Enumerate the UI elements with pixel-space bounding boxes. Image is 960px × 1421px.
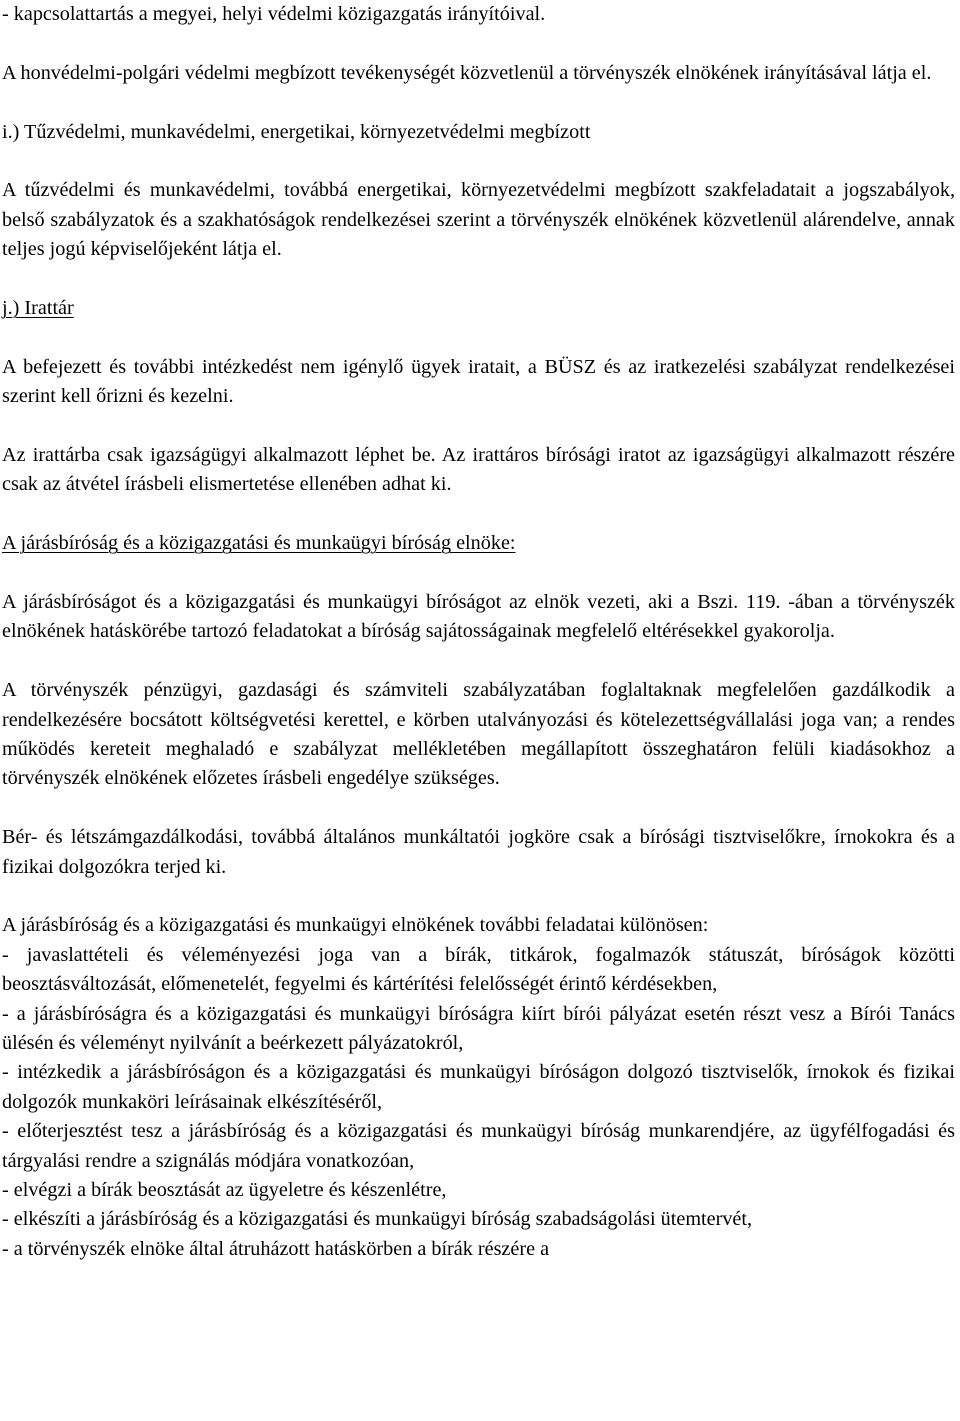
duties-list [2,941,955,1264]
list-item: - előterjesztést tesz a járásbíróság és a közigazgatási és munkaügyi bíróság munkarendjére, az ügyfélfogadási és tárgyalási rendre a szignálás módjára vonatkozóan, [2,1120,955,1172]
list-item: - a törvényszék elnöke által átruházott hatáskörben a bírák részére a [2,1237,550,1260]
spacer [2,29,955,58]
paragraph-penzugyi: A törvényszék pénzügyi, gazdasági és számviteli szabályzatában foglaltaknak megfelelően gazdálkodik a rendelkezésére bocsátott költségvetési kerettel, e körben utalványozási és kötelezettségvállalási joga van; a rendes működés kereteit meghaladó e szabályzat mellékletében megállapított összeghatáron felüli kiadásokhoz a törvényszék elnökének előzetes írásbeli engedélye szükséges. [2,679,955,790]
spacer [2,323,955,352]
spacer [2,265,955,294]
paragraph-irattar-2: Az irattárba csak igazságügyi alkalmazott léphet be. Az irattáros bírósági iratot az igazságügyi alkalmazott részére csak az átvétel írásbeli elismertetése ellenében adhat ki. [2,444,955,496]
list-item: - intézkedik a járásbíróságon és a közigazgatási és munkaügyi bíróságon dolgozó tisztviselők, írnokok és fizikai dolgozók munkaköri leírásainak elkészítéséről, [2,1061,955,1113]
spacer [2,500,955,529]
list-item: - javaslattételi és véleményezési joga van a bírák, titkárok, fogalmazók státuszát, bíróságok közötti beosztásváltozását, előmenetelét, fegyelmi és kártérítési felelősségét érintő kérdésekben, [2,943,955,996]
heading-j-irattar: j.) Irattár [2,297,74,319]
spacer [2,412,955,441]
spacer [2,794,955,823]
heading-jarasbirosag-elnoke: A járásbíróság és a közigazgatási és munkaügyi bíróság elnöke: [2,532,516,555]
spacer [2,647,955,676]
list-intro: A járásbíróság és a közigazgatási és munkaügyi elnökének további feladatai különösen: [2,914,709,937]
spacer [2,882,955,911]
spacer [2,559,955,588]
paragraph-elnok: A járásbíróságot és a közigazgatási és munkaügyi bíróságot az elnök vezeti, aki a Bszi. 119. -ában a törvényszék elnökének hatáskörébe tartozó feladatokat a bíróság sajátosságainak megfelelő eltérésekkel gyakorolja. [2,591,955,643]
spacer [2,147,955,176]
paragraph-honvedelmi: A honvédelmi-polgári védelmi megbízott tevékenységét közvetlenül a törvényszék elnökének irányításával látja el. [2,61,932,84]
paragraph-ber: Bér- és létszámgazdálkodási, továbbá általános munkáltatói jogköre csak a bírósági tisztviselőkre, írnokokra és a fizikai dolgozókra terjed ki. [2,826,955,878]
list-item: - a járásbíróságra és a közigazgatási és munkaügyi bíróságra kiírt bírói pályázat esetén részt vesz a Bírói Tanács ülésén és véleményt nyilvánít a beérkezett pályázatokról, [2,1002,955,1055]
document-page [2,0,955,1264]
paragraph-tuzvedelmi: A tűzvédelmi és munkavédelmi, továbbá energetikai, környezetvédelmi megbízott szakfeladatait a jogszabályok, belső szabályzatok és a szakhatóságok rendelkezései szerint a törvényszék elnökének közvetlenül alárendelve, annak teljes jogú képviselőjeként látja el. [2,179,955,261]
list-item: - elvégzi a bírák beosztását az ügyeletre és készenlétre, [2,1179,447,1202]
spacer [2,88,955,117]
heading-i-tuzvedelmi: i.) Tűzvédelmi, munkavédelmi, energetikai, környezetvédelmi megbízott [2,120,591,143]
list-item: - elkészíti a járásbíróság és a közigazgatási és munkaügyi bíróság szabadságolási ütemtervét, [2,1208,753,1231]
paragraph-irattar-1: A befejezett és további intézkedést nem igénylő ügyek iratait, a BÜSZ és az iratkezelési szabályzat rendelkezései szerint kell őrizni és kezelni. [2,355,955,408]
lead-list-item: - kapcsolattartás a megyei, helyi védelmi közigazgatás irányítóival. [2,3,546,25]
